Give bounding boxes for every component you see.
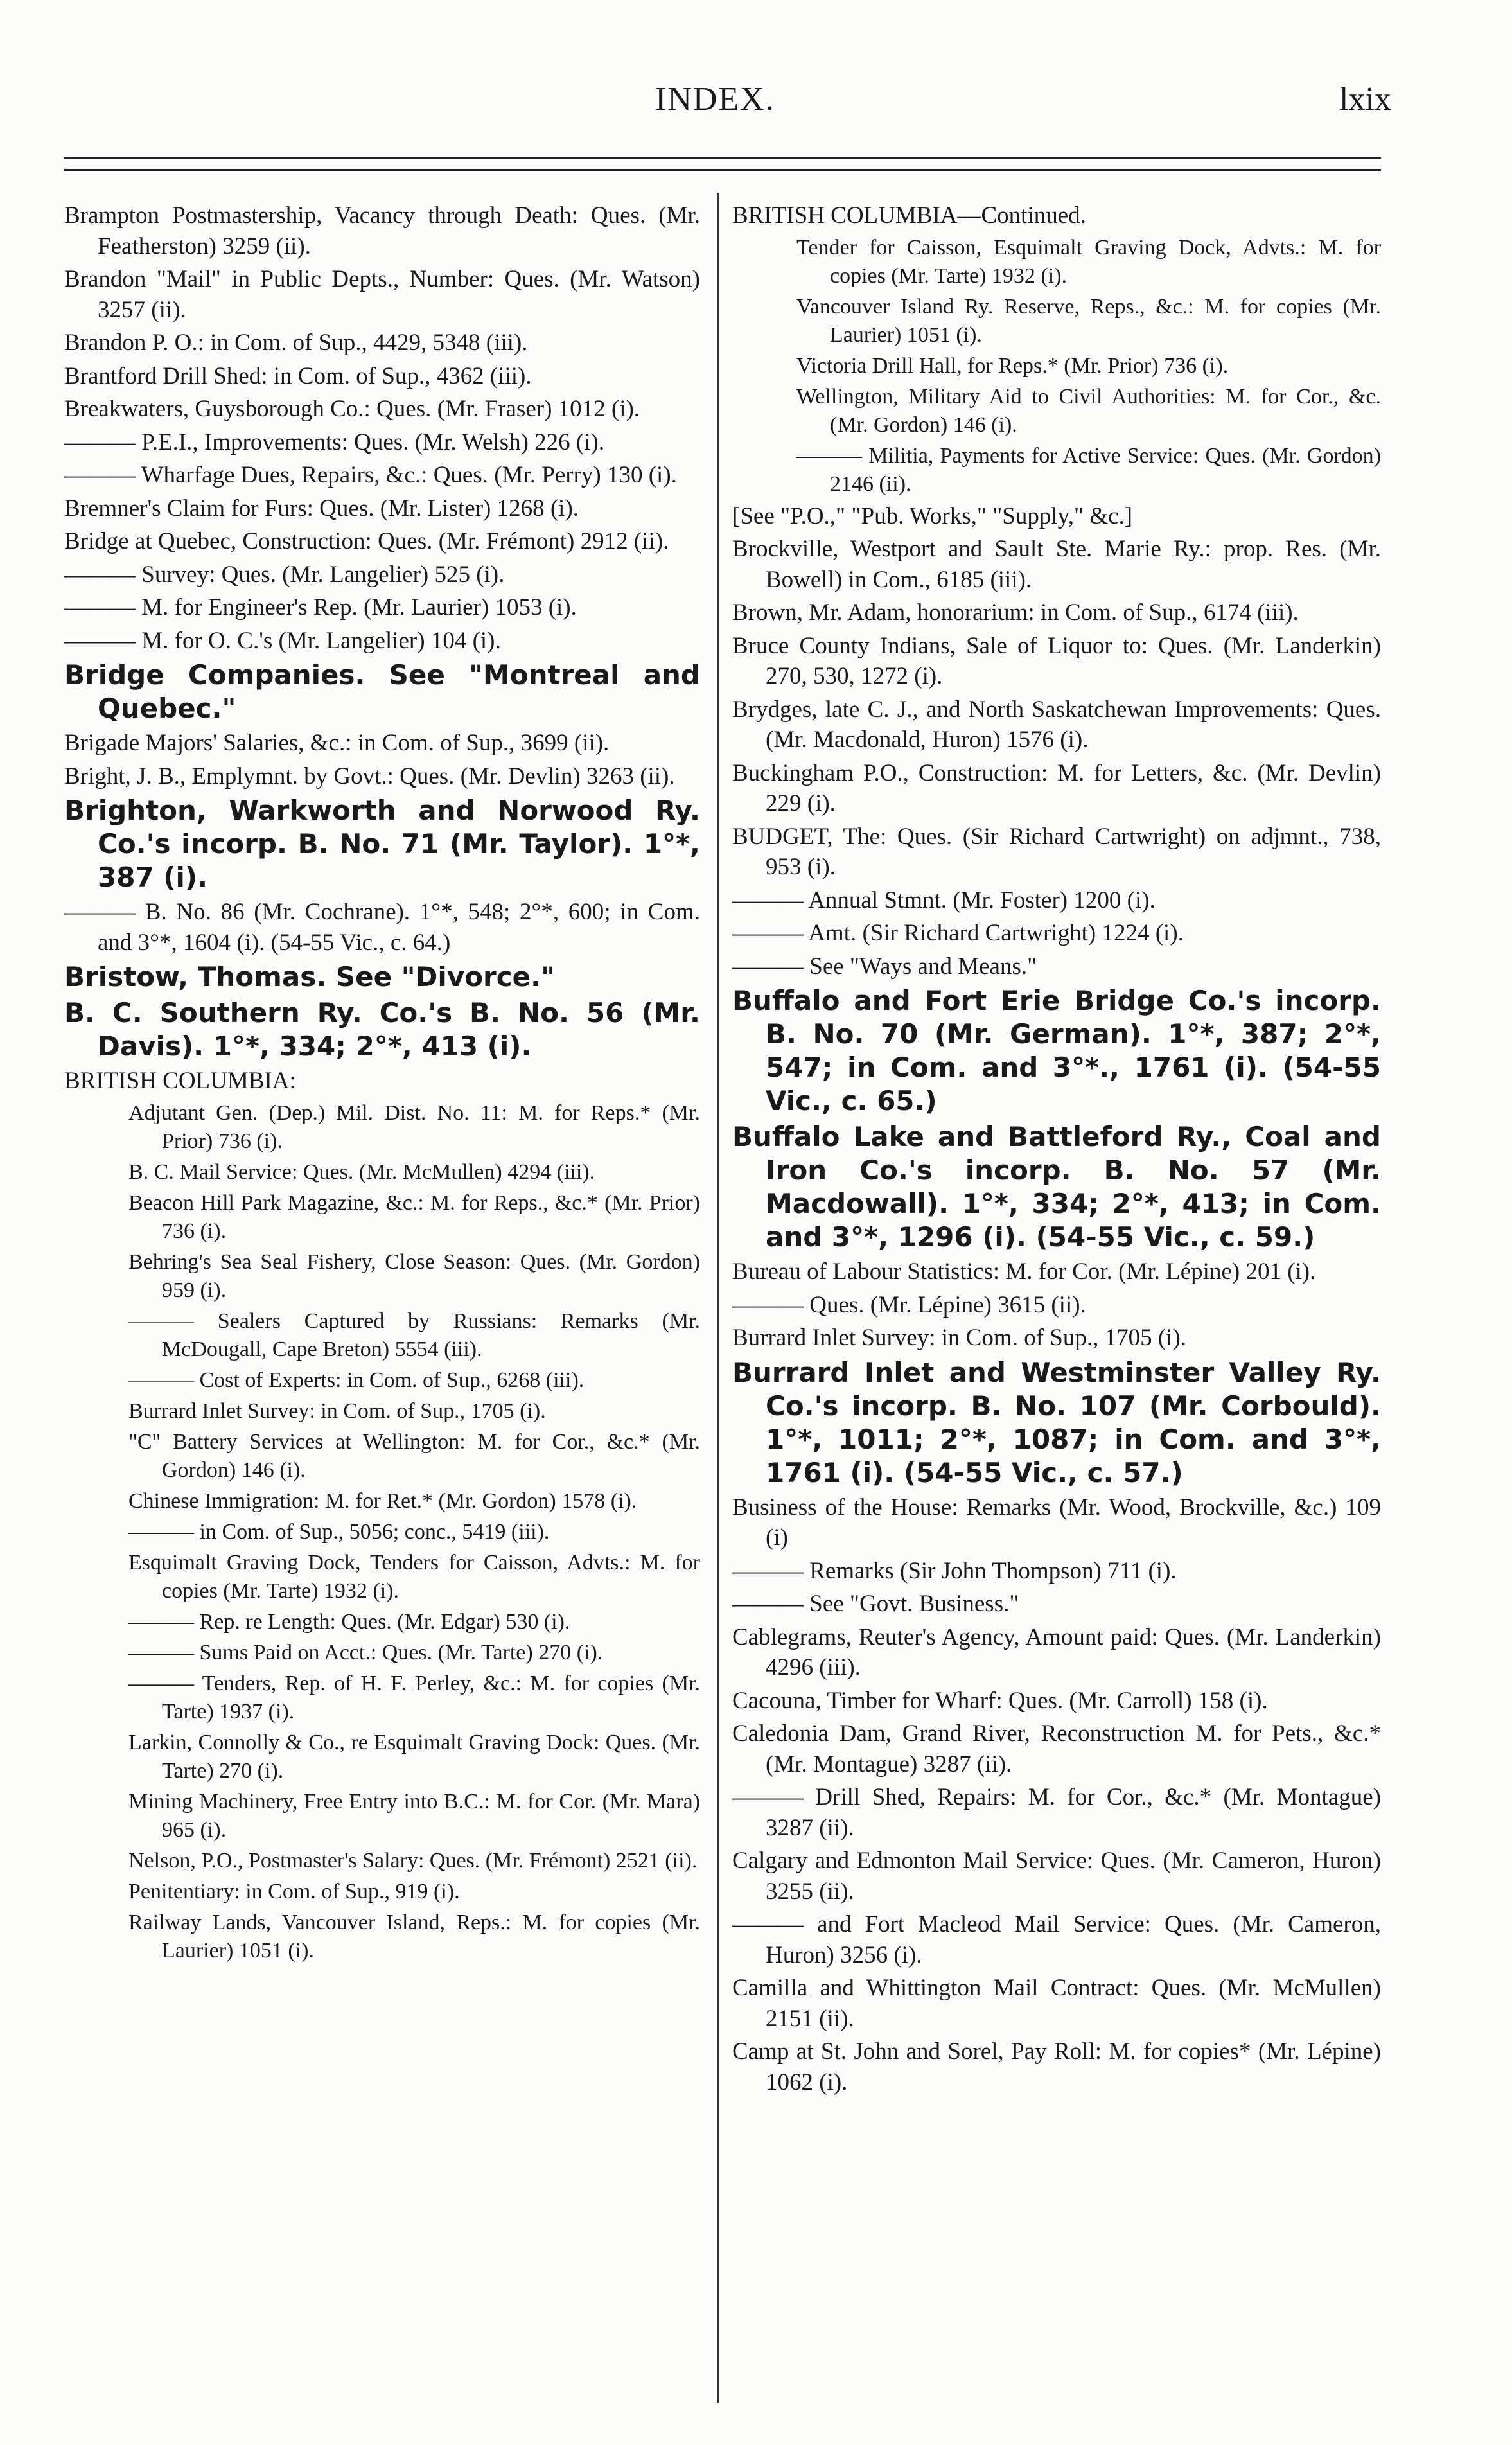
index-entry: ——— Ques. (Mr. Lépine) 3615 (ii).: [732, 1291, 1086, 1318]
index-entry: Brown, Mr. Adam, honorarium: in Com. of Sup., 6174 (iii).: [732, 599, 1299, 626]
index-entry-heading: Bridge Companies. See "Montreal and Quebec.": [64, 659, 700, 724]
page-header: [0, 80, 1512, 138]
index-entry: ——— M. for O. C.'s (Mr. Langelier) 104 (i).: [64, 627, 501, 654]
index-entry: ——— Drill Shed, Repairs: M. for Cor., &c.* (Mr. Montague) 3287 (ii).: [732, 1784, 1381, 1841]
index-entry: Business of the House: Remarks (Mr. Wood, Brockville, &c.) 109 (i): [732, 1494, 1381, 1551]
index-subentry: ——— Rep. re Length: Ques. (Mr. Edgar) 530 (i).: [128, 1609, 570, 1634]
cross-reference: [See "P.O.," "Pub. Works," "Supply," &c.]: [732, 502, 1133, 529]
index-subentry: Wellington, Military Aid to Civil Authorities: M. for Cor., &c. (Mr. Gordon) 146 (i).: [796, 384, 1381, 437]
header-rule: [64, 157, 1381, 159]
index-subentry: Victoria Drill Hall, for Reps.* (Mr. Prior) 736 (i).: [796, 353, 1229, 378]
right-column: [732, 200, 1381, 2100]
index-entry: ——— B. No. 86 (Mr. Cochrane). 1°*, 548; 2°*, 600; in Com. and 3°*, 1604 (i). (54-55 Vic., c. 64.): [64, 899, 700, 956]
index-subentry: "C" Battery Services at Wellington: M. for Cor., &c.* (Mr. Gordon) 146 (i).: [128, 1429, 700, 1482]
header-rule-double: [64, 169, 1381, 171]
index-entry: ——— and Fort Macleod Mail Service: Ques. (Mr. Cameron, Huron) 3256 (i).: [732, 1911, 1381, 1968]
index-entry: Bruce County Indians, Sale of Liquor to: Ques. (Mr. Landerkin) 270, 530, 1272 (i).: [732, 632, 1381, 689]
index-entry: Burrard Inlet Survey: in Com. of Sup., 1705 (i).: [732, 1325, 1187, 1351]
index-entry-heading: B. C. Southern Ry. Co.'s B. No. 56 (Mr. Davis). 1°*, 334; 2°*, 413 (i).: [64, 997, 700, 1062]
index-entry-heading: Burrard Inlet and Westminster Valley Ry. Co.'s incorp. B. No. 107 (Mr. Corbould). 1°*, 1011; 2°*, 1087; in Com. and 3°*, 1761 (i). (54-55 Vic., c. 57.): [732, 1356, 1381, 1488]
index-entry: Bremner's Claim for Furs: Ques. (Mr. Lister) 1268 (i).: [64, 495, 579, 522]
index-entry: ——— Annual Stmnt. (Mr. Foster) 1200 (i).: [732, 887, 1156, 914]
index-subentry: ——— Cost of Experts: in Com. of Sup., 6268 (iii).: [128, 1368, 585, 1392]
index-entry: Brampton Postmastership, Vacancy through Death: Ques. (Mr. Featherston) 3259 (ii).: [64, 202, 700, 260]
index-subentry: Beacon Hill Park Magazine, &c.: M. for Reps., &c.* (Mr. Prior) 736 (i).: [128, 1190, 700, 1243]
index-entry: Camp at St. John and Sorel, Pay Roll: M. for copies* (Mr. Lépine) 1062 (i).: [732, 2038, 1381, 2096]
index-entry-heading: Buffalo Lake and Battleford Ry., Coal and Iron Co.'s incorp. B. No. 57 (Mr. Macdowall). 1°*, 334; 2°*, 413; in Com. and 3°*, 1296 (i). (54-55 Vic., c. 59.): [732, 1121, 1381, 1253]
index-entry: Caledonia Dam, Grand River, Reconstruction M. for Pets., &c.* (Mr. Montague) 3287 (ii).: [732, 1720, 1381, 1778]
index-entry: ——— See "Ways and Means.": [732, 953, 1037, 980]
index-subentry: B. C. Mail Service: Ques. (Mr. McMullen) 4294 (iii).: [128, 1160, 595, 1184]
index-subentry: Burrard Inlet Survey: in Com. of Sup., 1705 (i).: [128, 1399, 546, 1423]
index-subentry: Penitentiary: in Com. of Sup., 919 (i).: [128, 1879, 460, 1903]
index-subentry: ——— in Com. of Sup., 5056; conc., 5419 (iii).: [128, 1519, 550, 1544]
index-subentry: ——— Sums Paid on Acct.: Ques. (Mr. Tarte) 270 (i).: [128, 1640, 603, 1664]
index-subentry: Tender for Caisson, Esquimalt Graving Dock, Advts.: M. for copies (Mr. Tarte) 1932 (i).: [796, 235, 1381, 288]
page-title: INDEX.: [655, 81, 775, 118]
index-entry: Bright, J. B., Emplymnt. by Govt.: Ques. (Mr. Devlin) 3263 (ii).: [64, 763, 675, 790]
page-number: lxix: [1339, 81, 1391, 118]
index-subentry: Behring's Sea Seal Fishery, Close Season: Ques. (Mr. Gordon) 959 (i).: [128, 1249, 700, 1302]
index-subentry: Chinese Immigration: M. for Ret.* (Mr. Gordon) 1578 (i).: [128, 1488, 637, 1513]
index-entry: ——— Amt. (Sir Richard Cartwright) 1224 (i).: [732, 920, 1184, 946]
index-entry: Cablegrams, Reuter's Agency, Amount paid: Ques. (Mr. Landerkin) 4296 (iii).: [732, 1623, 1381, 1681]
index-subentry: ——— Sealers Captured by Russians: Remarks (Mr. McDougall, Cape Breton) 5554 (iii).: [128, 1309, 700, 1361]
index-entry-heading: Buffalo and Fort Erie Bridge Co.'s incorp. B. No. 70 (Mr. German). 1°*, 387; 2°*, 547; in Com. and 3°*., 1761 (i). (54-55 Vic., c. 65.): [732, 985, 1381, 1117]
index-entry: Breakwaters, Guysborough Co.: Ques. (Mr. Fraser) 1012 (i).: [64, 396, 640, 422]
index-subentry: Vancouver Island Ry. Reserve, Reps., &c.: M. for copies (Mr. Laurier) 1051 (i).: [796, 294, 1381, 347]
index-entry: Cacouna, Timber for Wharf: Ques. (Mr. Carroll) 158 (i).: [732, 1687, 1268, 1714]
index-entry: ——— See "Govt. Business.": [732, 1591, 1019, 1617]
column-divider: [717, 193, 719, 2403]
index-entry: ——— Remarks (Sir John Thompson) 711 (i).: [732, 1557, 1177, 1584]
index-entry: Calgary and Edmonton Mail Service: Ques. (Mr. Cameron, Huron) 3255 (ii).: [732, 1848, 1381, 1905]
index-entry: Brandon "Mail" in Public Depts., Number: Ques. (Mr. Watson) 3257 (ii).: [64, 266, 700, 323]
index-entry: ——— Wharfage Dues, Repairs, &c.: Ques. (Mr. Perry) 130 (i).: [64, 462, 677, 488]
index-entry: Buckingham P.O., Construction: M. for Letters, &c. (Mr. Devlin) 229 (i).: [732, 759, 1381, 816]
index-entry: Brockville, Westport and Sault Ste. Marie Ry.: prop. Res. (Mr. Bowell) in Com., 6185 (iii).: [732, 536, 1381, 593]
index-entry: ——— Survey: Ques. (Mr. Langelier) 525 (i).: [64, 561, 505, 588]
index-entry: Brydges, late C. J., and North Saskatchewan Improvements: Ques. (Mr. Macdonald, Huron) 1576 (i).: [732, 696, 1381, 753]
index-entry: Bridge at Quebec, Construction: Ques. (Mr. Frémont) 2912 (ii).: [64, 528, 669, 554]
index-entry: Brantford Drill Shed: in Com. of Sup., 4362 (iii).: [64, 362, 532, 389]
index-subentry: Larkin, Connolly & Co., re Esquimalt Graving Dock: Ques. (Mr. Tarte) 270 (i).: [128, 1730, 700, 1783]
index-entry: ——— P.E.I., Improvements: Ques. (Mr. Welsh) 226 (i).: [64, 428, 605, 455]
index-entry-heading: Brighton, Warkworth and Norwood Ry. Co.'s incorp. B. No. 71 (Mr. Taylor). 1°*, 387 (i).: [64, 795, 700, 893]
index-entry: ——— M. for Engineer's Rep. (Mr. Laurier) 1053 (i).: [64, 594, 577, 621]
index-subentry: ——— Militia, Payments for Active Service: Ques. (Mr. Gordon) 2146 (ii).: [796, 443, 1381, 496]
index-entry: Brigade Majors' Salaries, &c.: in Com. of Sup., 3699 (ii).: [64, 730, 610, 756]
section-heading: BRITISH COLUMBIA—Continued.: [732, 202, 1086, 229]
section-heading: BRITISH COLUMBIA:: [64, 1068, 296, 1094]
index-subentry: Nelson, P.O., Postmaster's Salary: Ques. (Mr. Frémont) 2521 (ii).: [128, 1848, 698, 1873]
index-entry-heading: Bristow, Thomas. See "Divorce.": [64, 961, 555, 993]
index-subentry: ——— Tenders, Rep. of H. F. Perley, &c.: M. for copies (Mr. Tarte) 1937 (i).: [128, 1671, 700, 1724]
index-entry: Bureau of Labour Statistics: M. for Cor. (Mr. Lépine) 201 (i).: [732, 1258, 1316, 1285]
index-subentry: Adjutant Gen. (Dep.) Mil. Dist. No. 11: M. for Reps.* (Mr. Prior) 736 (i).: [128, 1100, 700, 1153]
index-subentry: Mining Machinery, Free Entry into B.C.: M. for Cor. (Mr. Mara) 965 (i).: [128, 1789, 700, 1842]
index-subentry: Railway Lands, Vancouver Island, Reps.: M. for copies (Mr. Laurier) 1051 (i).: [128, 1910, 700, 1963]
index-entry: Brandon P. O.: in Com. of Sup., 4429, 5348 (iii).: [64, 330, 528, 356]
index-subentry: Esquimalt Graving Dock, Tenders for Caisson, Advts.: M. for copies (Mr. Tarte) 1932 (i).: [128, 1550, 700, 1603]
index-entry: BUDGET, The: Ques. (Sir Richard Cartwright) on adjmnt., 738, 953 (i).: [732, 823, 1381, 880]
index-entry: Camilla and Whittington Mail Contract: Ques. (Mr. McMullen) 2151 (ii).: [732, 1975, 1381, 2032]
left-column: [64, 200, 700, 1968]
